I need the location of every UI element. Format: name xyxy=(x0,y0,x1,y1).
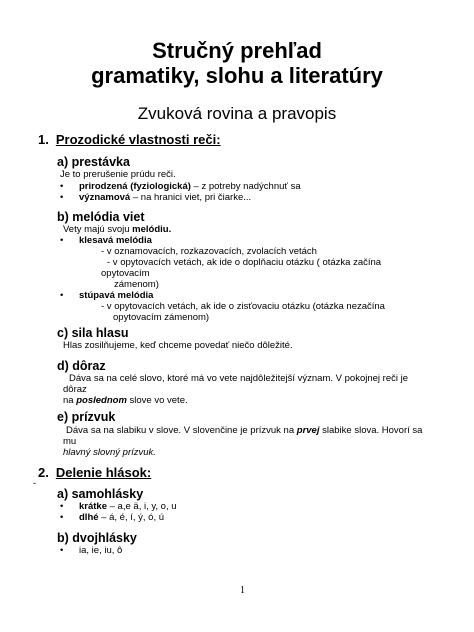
stupava-sub-1-line2: opytovacím zámenom) xyxy=(113,312,210,323)
document-title-line1: Stručný prehľad xyxy=(152,38,322,63)
document-subtitle: Zvuková rovina a pravopis xyxy=(137,104,337,123)
section-1-number: 1. xyxy=(38,132,49,147)
bullet-icon: • xyxy=(60,181,64,192)
bullet-icon: • xyxy=(60,545,64,556)
section-1-title: Prozodické vlastnosti reči: xyxy=(55,132,221,147)
stupava-term: stúpavá melódia xyxy=(79,290,154,301)
bullet-icon: • xyxy=(60,290,64,301)
melodia-intro-bold: melódiu. xyxy=(132,224,172,235)
bullet-icon: • xyxy=(60,501,64,512)
prizvuk-heading: e) prízvuk xyxy=(57,410,116,424)
doraz-line1: Dáva sa na celé slovo, ktoré má vo vete najdôležitejší význam. V pokojnej reči je xyxy=(69,373,408,384)
doraz-line3-text-2: slove vo vete. xyxy=(126,395,188,406)
samohlasky-item-1-term: krátke xyxy=(79,501,107,512)
samohlasky-item-1 xyxy=(60,501,177,512)
prestavka-item-2-text: – na hranici viet, pri čiarke... xyxy=(130,192,252,203)
prizvuk-line1-text-2: slabike slova. Hovorí sa xyxy=(319,425,423,436)
stupava-item xyxy=(60,290,154,301)
samohlasky-item-2 xyxy=(60,512,165,523)
prizvuk-emphasis: prvej xyxy=(296,425,320,436)
doraz-heading: d) dôraz xyxy=(57,359,106,373)
prestavka-item-2-term: významová xyxy=(79,192,131,203)
klesava-sub-2-line1: - v opytovacích vetách, ak ide o doplňaciu otázku ( otázka začína xyxy=(107,257,382,268)
section-2-title: Delenie hlások: xyxy=(55,465,152,480)
page-number: 1 xyxy=(240,585,245,596)
doraz-emphasis: poslednom xyxy=(76,395,127,406)
section-1-heading xyxy=(38,132,221,147)
doraz-line3-text-1: na xyxy=(63,395,77,406)
klesava-sub-2-line3: zámenom) xyxy=(114,279,159,290)
section-2-heading xyxy=(38,465,151,480)
klesava-term: klesavá melódia xyxy=(79,235,152,246)
prestavka-item-1-term: prirodzená (fyziologická) xyxy=(79,181,191,192)
prestavka-heading: a) prestávka xyxy=(57,155,130,169)
prestavka-item-1 xyxy=(60,181,301,192)
sila-text: Hlas zosilňujeme, keď chceme povedať niečo dôležité. xyxy=(63,340,293,351)
section-2-marker: - xyxy=(33,478,37,489)
dvojhlasky-item-1-text: ia, ie, iu, ô xyxy=(79,545,123,556)
bullet-icon: • xyxy=(60,512,64,523)
samohlasky-item-2-text: – á, é, í, ý, ó, ú xyxy=(98,512,165,523)
melodia-intro-text: Vety majú svoju xyxy=(63,224,133,235)
doraz-line2: dôraz xyxy=(63,384,87,395)
dvojhlasky-item-1 xyxy=(60,545,123,556)
prizvuk-line2: mu xyxy=(63,436,77,447)
sila-heading: c) sila hlasu xyxy=(57,326,129,340)
samohlasky-item-2-term: dlhé xyxy=(79,512,99,523)
prestavka-intro: Je to prerušenie prúdu reči. xyxy=(60,169,176,180)
melodia-heading: b) melódia viet xyxy=(57,210,145,224)
klesava-item xyxy=(60,235,152,246)
document-title-line2: gramatiky, slohu a literatúry xyxy=(91,63,383,88)
dvojhlasky-heading: b) dvojhlásky xyxy=(57,531,137,545)
doraz-line3 xyxy=(63,395,188,406)
klesava-sub-2-line2: opytovacím xyxy=(101,268,150,279)
bullet-icon: • xyxy=(60,235,64,246)
bullet-icon: • xyxy=(60,192,64,203)
stupava-sub-1-line1: - v opytovacích vetách, ak ide o zisťovaciu otázku (otázka nezačína xyxy=(101,301,385,312)
prestavka-item-1-text: – z potreby nadýchnuť sa xyxy=(190,181,301,192)
klesava-sub-1: - v oznamovacích, rozkazovacích, zvolacích vetách xyxy=(101,246,317,257)
samohlasky-heading: a) samohlásky xyxy=(57,487,144,501)
prestavka-item-2 xyxy=(60,192,252,203)
prizvuk-line3-italic: hlavný slovný prízvuk. xyxy=(63,447,156,458)
melodia-intro xyxy=(63,224,171,235)
section-2-number: 2. xyxy=(38,465,49,480)
prizvuk-line1 xyxy=(66,425,422,436)
samohlasky-item-1-text: – a,e ä, i, y, o, u xyxy=(107,501,177,512)
prizvuk-line1-text-1: Dáva sa na slabiku v slove. V slovenčine je prízvuk na xyxy=(66,425,297,436)
prizvuk-line3 xyxy=(63,447,156,458)
